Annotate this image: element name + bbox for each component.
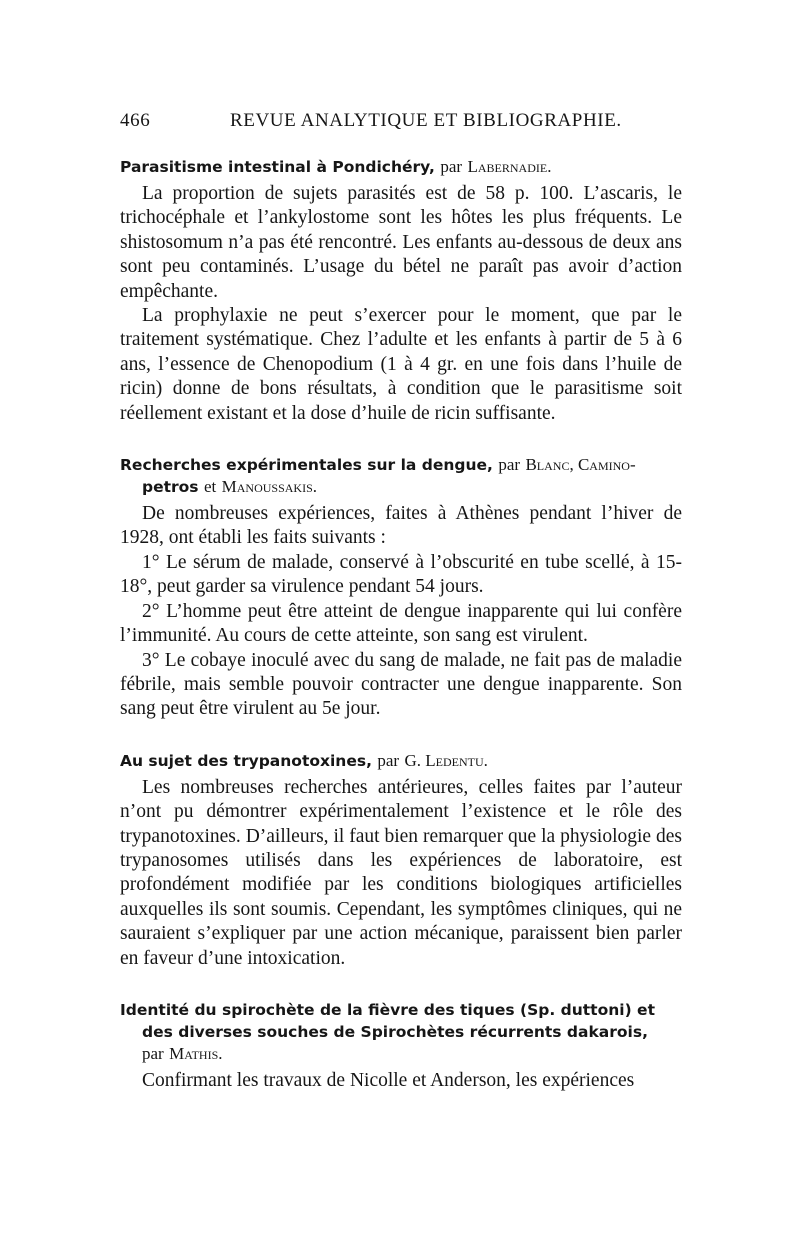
- article-by: par: [142, 1043, 164, 1063]
- article-heading: [120, 750, 682, 772]
- page: [120, 110, 682, 1093]
- running-head: [120, 110, 682, 148]
- article-paragraph: La proportion de sujets parasités est de 58 p. 100. L’ascaris, le trichocéphale et l’ankylostome sont les hôtes les plus fréquents. Le shistosomum n’a pas été rencontré. Les enfants au-dessous de deux ans sont peu contaminés. L’usage du bétel ne paraît pas avoir d’action empêchante.: [120, 183, 682, 302]
- article-title: Identité du spirochète de la fièvre des tiques (Sp. duttoni) et: [120, 1000, 655, 1019]
- article-heading: [120, 156, 682, 178]
- article-title: Recherches expérimentales sur la dengue,: [120, 456, 493, 475]
- article-heading: [120, 999, 682, 1065]
- article-authors-continued: Manoussakis.: [221, 477, 318, 497]
- article-title: Au sujet des trypanotoxines,: [120, 751, 372, 770]
- article-title-continued: des diverses souches de Spirochètes récurrents dakarois,: [142, 1022, 648, 1041]
- article-paragraph: 2° L’homme peut être atteint de dengue inapparente qui lui confère l’immunité. Au cours de cette atteinte, son sang est virulent.: [120, 600, 682, 647]
- article-by: et: [203, 477, 217, 497]
- article-heading: [120, 454, 682, 498]
- article-by: par: [440, 157, 463, 176]
- article-by: par: [377, 750, 400, 770]
- article-paragraph: De nombreuses expériences, faites à Athènes pendant l’hiver de 1928, ont établi les faits suivants :: [120, 503, 682, 549]
- article-authors: G. Ledentu.: [404, 750, 488, 770]
- article-authors: Blanc, Camino-: [525, 455, 636, 475]
- article-paragraph: La prophylaxie ne peut s’exercer pour le moment, que par le traitement systématique. Chez l’adulte et les enfants à partir de 5 à 6 ans, l’essence de Chenopodium (1 à 4 gr. en une fois dans l’huile de ricin) donne de bons résultats, à condition que le parasitisme soit réellement existant et la dose d’huile de ricin suffisante.: [120, 305, 682, 424]
- running-title: REVUE ANALYTIQUE ET BIBLIOGRAPHIE.: [230, 110, 622, 131]
- article-paragraph: 1° Le sérum de malade, conservé à l’obscurité en tube scellé, à 15-18°, peut garder sa virulence pendant 54 jours.: [120, 551, 682, 598]
- article-paragraph: Les nombreuses recherches antérieures, celles faites par l’auteur n’ont pu démontrer expérimentalement l’existence et le rôle des trypanotoxines. D’ailleurs, il faut bien remarquer que la physiologie des trypanosomes utilisés dans les expériences de laboratoire, est profondément modifiée par les conditions biologiques artificielles auxquelles ils sont soumis. Cependant, les symptômes cliniques, qui ne sauraient s’expliquer par une action mécanique, paraissent bien parler en faveur d’une intoxication.: [120, 776, 682, 969]
- page-number: 466: [120, 110, 151, 131]
- article-authors: Mathis.: [169, 1043, 223, 1063]
- article-title: Parasitisme intestinal à Pondichéry,: [120, 158, 435, 176]
- article-authors: Labernadie.: [467, 157, 552, 176]
- article-by: par: [498, 455, 521, 475]
- article-authors-continued-part: petros: [142, 478, 199, 497]
- article-paragraph: 3° Le cobaye inoculé avec du sang de malade, ne fait pas de maladie fébrile, mais semble pouvoir contracter une dengue inapparente. Son sang peut être virulent au 5e jour.: [120, 649, 682, 720]
- article-paragraph: Confirmant les travaux de Nicolle et Anderson, les expériences: [142, 1069, 635, 1091]
